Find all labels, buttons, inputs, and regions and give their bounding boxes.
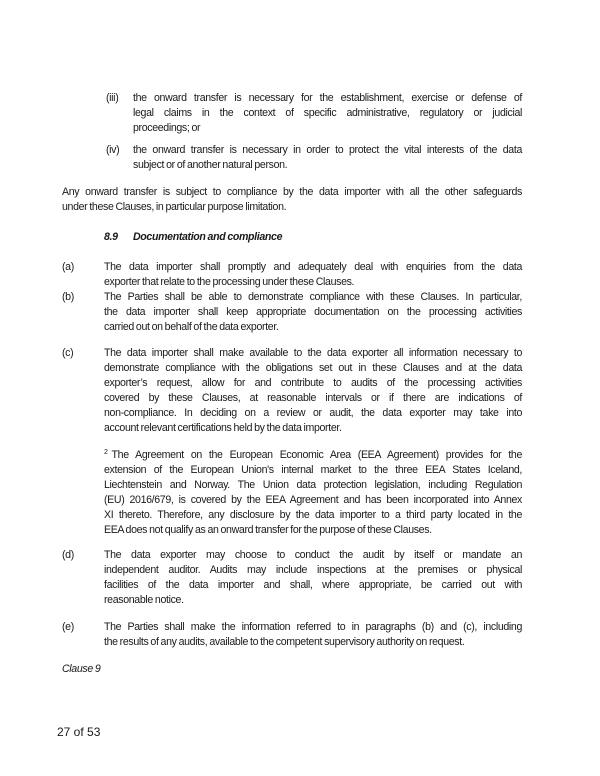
text-line: exporter’s request, allow for and contribute to audits of the processing activities — [104, 377, 522, 389]
text-line: EEA does not qualify as an onward transfer for the purpose of these Clauses. — [104, 524, 432, 536]
text-line: Any onward transfer is subject to compliance by the data importer with all the other safeguards — [62, 186, 522, 198]
text-line: Liechtenstein and Norway. The Union data protection legislation, including Regulation — [104, 479, 522, 491]
paragraph-label: (iii) — [106, 92, 119, 104]
text-line: XI thereto. Therefore, any disclosure by the data importer to a third party located in the — [104, 509, 522, 521]
text-line: facilities of the data importer and shall, where appropriate, be carried out with — [104, 579, 522, 591]
text-line: the onward transfer is necessary for the establishment, exercise or defense of — [133, 92, 522, 104]
text-line: The Parties shall make the information referred to in paragraphs (b) and (c), including — [104, 621, 522, 633]
text-line: legal claims in the context of specific administrative, regulatory or judicial — [133, 107, 522, 119]
paragraph-text — [104, 620, 522, 650]
text-line: proceedings; or — [133, 122, 201, 134]
text-line: covered by these Clauses, at reasonable intervals or if there are indications of — [104, 392, 522, 404]
text-line: Clause 9 — [62, 663, 101, 675]
paragraph-text — [133, 91, 522, 136]
footnote-marker: 2 — [104, 449, 108, 456]
text-line: The data importer shall make available to the data exporter all information necessary to — [104, 347, 522, 359]
text-line: subject or of another natural person. — [133, 159, 288, 171]
text-line: carried out on behalf of the data exporter. — [104, 321, 279, 333]
text-line: the onward transfer is necessary in order to protect the vital interests of the data — [133, 144, 522, 156]
text-line: non-compliance. In deciding on a review or audit, the data exporter may take into — [104, 407, 522, 419]
paragraph-label: (b) — [62, 291, 74, 303]
text-line: demonstrate compliance with the obligations set out in these Clauses and at the data — [104, 362, 522, 374]
paragraph-text — [133, 230, 522, 245]
text-line: the data importer shall keep appropriate documentation on the processing activities — [104, 306, 522, 318]
paragraph-label: (e) — [62, 621, 74, 633]
text-line: The Parties shall be able to demonstrate compliance with these Clauses. In particular, — [104, 291, 522, 303]
paragraph-text — [104, 290, 522, 335]
text-line: account relevant certifications held by the data importer. — [104, 422, 342, 434]
text-line: reasonable notice. — [104, 594, 184, 606]
text-line: Documentation and compliance — [133, 231, 283, 243]
paragraph-label: 8.9 — [104, 231, 118, 243]
paragraph-text — [104, 346, 522, 436]
text-line: (EU) 2016/679, is covered by the EEA Agreement and has been incorporated into Annex — [104, 494, 522, 506]
text-line: The data importer shall promptly and adequately deal with enquiries from the data — [104, 261, 522, 273]
paragraph-label: (a) — [62, 261, 74, 273]
paragraph-text — [133, 143, 522, 173]
text-line: The data exporter may choose to conduct the audit by itself or mandate an — [104, 549, 522, 561]
text-line: the results of any audits, available to the competent supervisory authority on request. — [104, 636, 465, 648]
paragraph-text — [104, 448, 522, 538]
page-number: 27 of 53 — [57, 725, 101, 739]
paragraph-label: (iv) — [106, 144, 120, 156]
paragraph-label: (d) — [62, 549, 74, 561]
paragraph-text — [104, 548, 522, 608]
paragraph-label: (c) — [62, 347, 74, 359]
text-line — [104, 448, 522, 463]
text-line: under these Clauses, in particular purpose limitation. — [62, 201, 287, 213]
paragraph-text — [62, 185, 522, 215]
text-line: exporter that relate to the processing under these Clauses. — [104, 276, 355, 288]
text-line: extension of the European Union's internal market to the three EEA States Iceland, — [104, 464, 522, 476]
text-line-content: The Agreement on the European Economic Area (EEA Agreement) provides for the — [111, 449, 522, 461]
paragraph-text — [104, 260, 522, 290]
paragraph-text — [62, 662, 522, 677]
text-line: independent auditor. Audits may include inspections at the premises or physical — [104, 564, 522, 576]
